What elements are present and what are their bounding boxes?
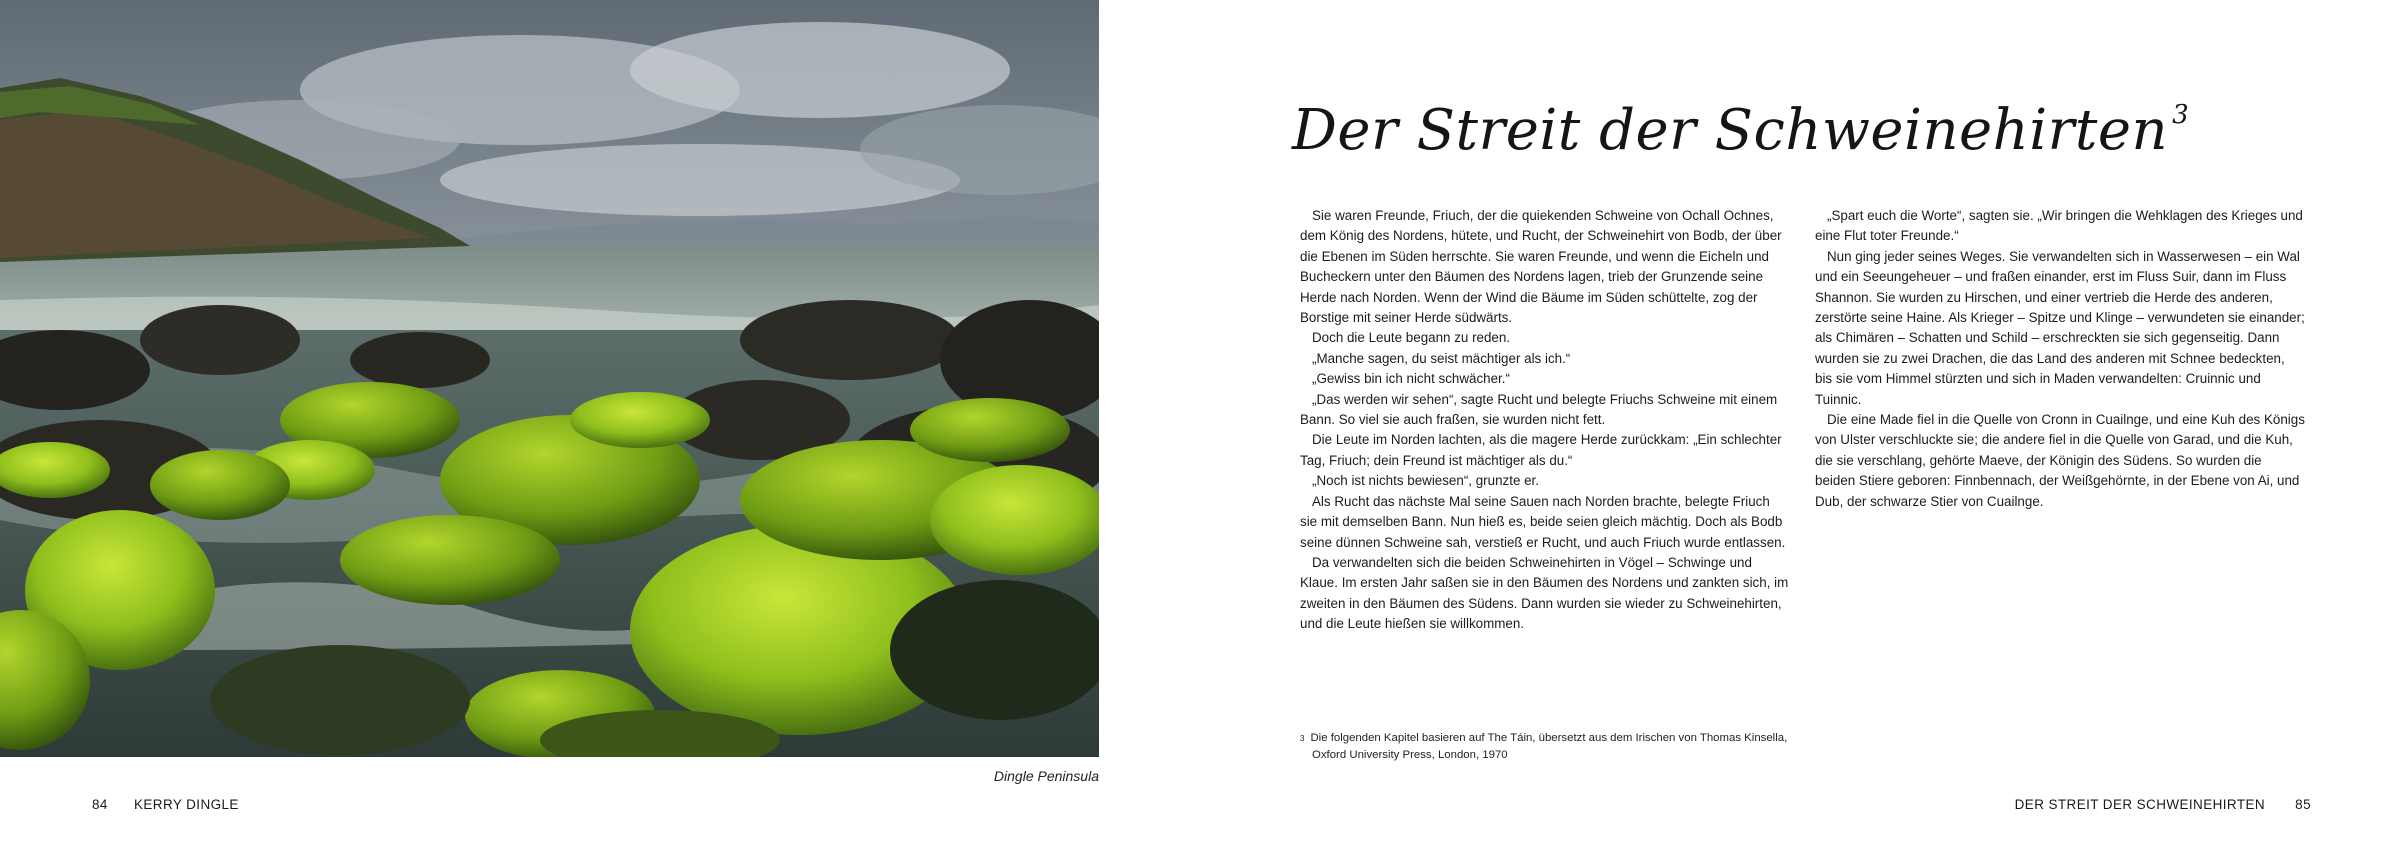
- footer-left: [92, 797, 239, 812]
- chapter-title: [1292, 98, 2189, 163]
- paragraph: Sie waren Freunde, Friuch, der die quiekenden Schweine von Ochall Ochnes, dem König des Nordens, hütete, und Rucht, der Schweinehirt von Bodb, der über die Ebenen im Süden herrschte. Sie waren Freunde, und wenn die Eicheln und Bucheckern unter den Bäumen des Nordens lagen, trieb der Grunzende seine Herde nach Norden. Wenn der Wind die Bäume im Süden schüttelte, zog der Borstige mit seiner Herde südwärts.: [1300, 208, 1782, 326]
- paragraph: Da verwandelten sich die beiden Schweinehirten in Vögel – Schwinge und Klaue. Im ersten Jahr saßen sie in den Bäumen des Nordens und zankten sich, im zweiten in den Bäumen des Südens. Dann wurden sie wieder zu Schweinehirten, und die Leute hießen sie willkommen.: [1300, 554, 1789, 632]
- photo-caption: Dingle Peninsula: [993, 768, 1099, 784]
- running-head-left: KERRY DINGLE: [133, 797, 239, 812]
- paragraph: „Noch ist nichts bewiesen“, grunzte er.: [1312, 473, 1539, 489]
- text-column-right: [1815, 206, 2305, 512]
- page-number-left: 84: [92, 797, 108, 812]
- paragraph: Doch die Leute begann zu reden.: [1312, 330, 1511, 346]
- footnote-line-1: [1300, 730, 1820, 747]
- footnote-text-1: Die folgenden Kapitel basieren auf The Táin, übersetzt aus dem Irischen von Thomas Kinsella,: [1310, 732, 1788, 744]
- paragraph: „Spart euch die Worte“, sagten sie. „Wir bringen die Wehklagen des Krieges und eine Flut toter Freunde.“: [1815, 208, 2303, 244]
- footnote-reference: 3: [2172, 100, 2190, 130]
- footer-right: [2015, 797, 2311, 812]
- paragraph: Die Leute im Norden lachten, als die magere Herde zurückkam: „Ein schlechter Tag, Friuch; dein Freund ist mächtiger als du.“: [1300, 432, 1782, 468]
- footnote-text-2: Oxford University Press, London, 1970: [1312, 749, 1508, 761]
- paragraph: Die eine Made fiel in die Quelle von Cronn in Cuailnge, und eine Kuh des Königs von Ulster verschluckte sie; die andere fiel in die Quelle von Garad, und die Kuh, die sie verschlang, gehörte Maeve, der Königin des Südens. So wurden die beiden Stiere geboren: Finnbennach, der Weißgehörnte, in der Ebene von Ai, und Dub, der schwarze Stier von Cuailnge.: [1815, 412, 2305, 509]
- footnote: [1300, 730, 1820, 764]
- page-number-right: 85: [2295, 797, 2311, 812]
- text-column-left: [1300, 206, 1790, 635]
- chapter-title-text: Der Streit der Schweinehirten: [1292, 98, 2169, 163]
- paragraph: „Manche sagen, du seist mächtiger als ich.“: [1312, 350, 1571, 366]
- paragraph: Als Rucht das nächste Mal seine Sauen nach Norden brachte, belegte Friuch sie mit demselben Bann. Nun hieß es, beide seien gleich mächtig. Doch als Bodb seine dünnen Schweine sah, verstieß er Rucht, und auch Friuch wurde entlassen.: [1300, 493, 1786, 550]
- paragraph: „Das werden wir sehen“, sagte Rucht und belegte Friuchs Schweine mit einem Bann. So viel sie auch fraßen, sie wurden nicht fett.: [1300, 391, 1778, 428]
- footnote-mark: 3: [1300, 734, 1305, 743]
- paragraph: Nun ging jeder seines Weges. Sie verwandelten sich in Wasserwesen – ein Wal und ein Seeungeheuer – und fraßen einander, erst im Fluss Suir, dann im Fluss Shannon. Sie wurden zu Hirschen, und einer vertrieb die Herde des anderen, zerstörte seine Haine. Als Krieger – Spitze und Klinge – verwundeten sie einander; als Chimären – Schatten und Schild – erschreckten sie sich gegenseitig. Dann wurden sie zu zwei Drachen, die das Land des anderen mit Schnee bedeckten, bis sie vom Himmel stürzten und sich in Maden verwandelten: Cruinnic und Tuinnic.: [1815, 248, 2305, 407]
- landscape-photo: [0, 0, 1099, 757]
- paragraph: „Gewiss bin ich nicht schwächer.“: [1312, 371, 1510, 387]
- running-head-right: DER STREIT DER SCHWEINEHIRTEN: [2014, 797, 2266, 812]
